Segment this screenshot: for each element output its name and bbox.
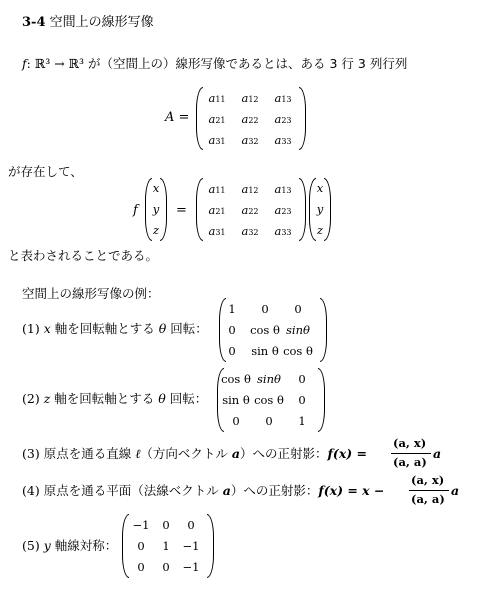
formula-tail: a [433, 446, 442, 461]
matrix-entry [266, 135, 300, 147]
expressed-text: と表わされることである。 [8, 248, 159, 263]
matrix-entry [233, 184, 267, 196]
example-text: 原点を通る直線 [43, 446, 132, 461]
entry-subscript: 11 [215, 186, 226, 195]
entry-symbol: a [241, 203, 249, 217]
example-close: ）への正射影： [230, 483, 319, 498]
right-paren [299, 87, 306, 150]
intro-line [22, 58, 407, 71]
section-number: 3-4 [22, 15, 46, 30]
numerator-text: (a, x) [411, 473, 445, 487]
entry-symbol: a [241, 112, 249, 126]
matrix-entry: sin θ [222, 393, 250, 407]
example-5-matrix [122, 514, 214, 578]
matrix-entry: 0 [228, 323, 236, 337]
axis-var: y [43, 538, 51, 553]
entry-subscript: 32 [248, 228, 259, 237]
right-paren [207, 514, 214, 578]
matrix-entry [233, 93, 267, 105]
vec-y: y [152, 202, 160, 216]
equation-vec-right [309, 178, 331, 241]
entry-symbol: a [241, 91, 249, 105]
example-5-label [22, 540, 117, 553]
fraction-denominator [393, 457, 427, 469]
entry-symbol: a [241, 224, 249, 238]
ell: ℓ [135, 446, 141, 461]
matrix-entry [200, 135, 234, 147]
matrix-entry: cos θ [283, 344, 313, 358]
entry-subscript: 33 [281, 137, 292, 146]
example-text: 原点を通る平面（法線ベクトル [43, 483, 219, 498]
matrix-entry: 1 [162, 539, 170, 553]
intro-map: : ℝ³ → ℝ³ [26, 56, 85, 71]
matrix-entry: 0 [294, 302, 302, 316]
matrix-entry [233, 205, 267, 217]
vec-z: z [316, 223, 324, 237]
entry-symbol: a [208, 133, 216, 147]
entry-subscript: 11 [215, 95, 226, 104]
example-2-matrix [217, 368, 325, 432]
example-1-label [22, 323, 208, 336]
example-text: 軸を回転軸とする [54, 321, 155, 336]
formula-lhs: f(x) = x − [318, 483, 385, 498]
vec-z: z [152, 223, 160, 237]
matrix-entry [200, 184, 234, 196]
entry-symbol: a [208, 182, 216, 196]
equation-equals: = [176, 203, 187, 218]
entry-symbol: a [274, 112, 282, 126]
entry-symbol: a [241, 133, 249, 147]
matrix-a [196, 87, 306, 150]
intro-text: が（空間上の）線形写像であるとは、ある 3 行 3 列行列 [88, 56, 408, 71]
entry-subscript: 23 [281, 116, 292, 125]
vec-x: x [316, 181, 324, 195]
matrix-entry [200, 93, 234, 105]
vector-a: a [231, 446, 241, 461]
matrix-entry [233, 114, 267, 126]
numerator-text: (a, x) [393, 436, 427, 450]
matrix-entry [233, 135, 267, 147]
matrix-entry: −1 [182, 560, 200, 574]
matrix-entry: −1 [182, 539, 200, 553]
vector-a: a [222, 483, 231, 498]
equation-f: f [133, 203, 138, 218]
matrix-entry: 0 [137, 560, 145, 574]
section-heading [22, 16, 154, 29]
right-paren [318, 368, 325, 432]
fraction-numerator [393, 438, 426, 450]
matrix-entry: 0 [298, 372, 306, 386]
entry-subscript: 31 [215, 228, 226, 237]
example-4-label [22, 485, 384, 498]
matrix-entry [266, 205, 300, 217]
entry-subscript: 31 [215, 137, 226, 146]
examples-heading: 空間上の線形写像の例： [22, 286, 160, 301]
matrix-entry: 0 [228, 344, 236, 358]
theta: θ [158, 391, 166, 406]
matrix-entry: 0 [187, 518, 195, 532]
entry-symbol: a [274, 91, 282, 105]
theta: θ [158, 321, 167, 336]
example-2-label [22, 393, 207, 406]
example-close: ）への正射影： [240, 446, 328, 461]
example-text: 軸線対称： [54, 538, 118, 553]
matrix-entry: 0 [137, 539, 145, 553]
matrix-entry [233, 226, 267, 238]
matrix-entry: 0 [232, 414, 240, 428]
entry-symbol: a [208, 112, 216, 126]
vec-x: x [152, 181, 160, 195]
denominator-text: (a, a) [411, 492, 445, 506]
entry-subscript: 12 [248, 186, 259, 195]
example-suffix: 回転： [170, 321, 208, 336]
entry-subscript: 23 [281, 207, 292, 216]
matrix-entry: 0 [265, 414, 273, 428]
entry-subscript: 22 [248, 207, 259, 216]
matrix-entry [266, 226, 300, 238]
example-number: (1) [22, 321, 40, 336]
section-title: 空間上の線形写像 [49, 15, 154, 30]
equation-matrix [196, 178, 306, 241]
entry-symbol: a [274, 182, 282, 196]
equation-vec-left [145, 178, 167, 241]
entry-symbol: a [274, 224, 282, 238]
example-text: 軸を回転軸とする [54, 391, 155, 406]
matrix-entry [266, 114, 300, 126]
matrix-entry: sinθ [286, 323, 310, 337]
entry-subscript: 13 [281, 186, 292, 195]
matrix-entry: sin θ [251, 344, 279, 358]
entry-symbol: a [274, 203, 282, 217]
matrix-entry: 0 [298, 393, 306, 407]
axis-var: x [43, 321, 51, 336]
matrix-entry: 1 [228, 302, 236, 316]
fraction-bar [409, 490, 449, 491]
entry-symbol: a [208, 224, 216, 238]
entry-subscript: 32 [248, 137, 259, 146]
matrix-entry: sinθ [257, 372, 281, 386]
matrix-entry: 0 [162, 518, 170, 532]
denominator-text: (a, a) [393, 455, 427, 469]
matrix-entry [266, 184, 300, 196]
example-number: (2) [22, 391, 40, 406]
axis-var: z [43, 391, 51, 406]
formula-tail: a [451, 483, 460, 498]
matrix-entry: −1 [132, 518, 150, 532]
example-number: (5) [22, 538, 40, 553]
example-number: (3) [22, 446, 40, 461]
intro-f: f [22, 56, 27, 71]
entry-subscript: 22 [248, 116, 259, 125]
example-1-matrix [219, 298, 327, 362]
entry-symbol: a [241, 182, 249, 196]
formula-lhs: f(x) = [327, 446, 368, 461]
paren-text: （方向ベクトル [140, 446, 228, 461]
entry-symbol: a [274, 133, 282, 147]
fraction-bar [391, 453, 431, 454]
entry-subscript: 21 [215, 116, 226, 125]
matrix-entry: 1 [298, 414, 306, 428]
entry-subscript: 21 [215, 207, 226, 216]
example-number: (4) [22, 483, 40, 498]
matrix-entry [200, 205, 234, 217]
example-3-label [22, 448, 367, 461]
matrix-entry [200, 114, 234, 126]
matrix-entry: cos θ [221, 372, 251, 386]
matrix-entry: cos θ [250, 323, 280, 337]
matrix-entry [200, 226, 234, 238]
vec-y: y [316, 202, 324, 216]
entry-symbol: a [208, 203, 216, 217]
matrix-entry: cos θ [254, 393, 284, 407]
entry-subscript: 33 [281, 228, 292, 237]
matrix-entry [266, 93, 300, 105]
right-paren [320, 298, 327, 362]
entry-subscript: 13 [281, 95, 292, 104]
fraction-denominator [411, 494, 445, 506]
entry-subscript: 12 [248, 95, 259, 104]
exists-text: が存在して、 [8, 164, 83, 179]
matrix-a-label: A = [165, 110, 190, 125]
fraction-numerator [411, 475, 444, 487]
matrix-entry: 0 [162, 560, 170, 574]
matrix-entry: 0 [261, 302, 269, 316]
entry-symbol: a [208, 91, 216, 105]
example-suffix: 回転： [169, 391, 208, 406]
